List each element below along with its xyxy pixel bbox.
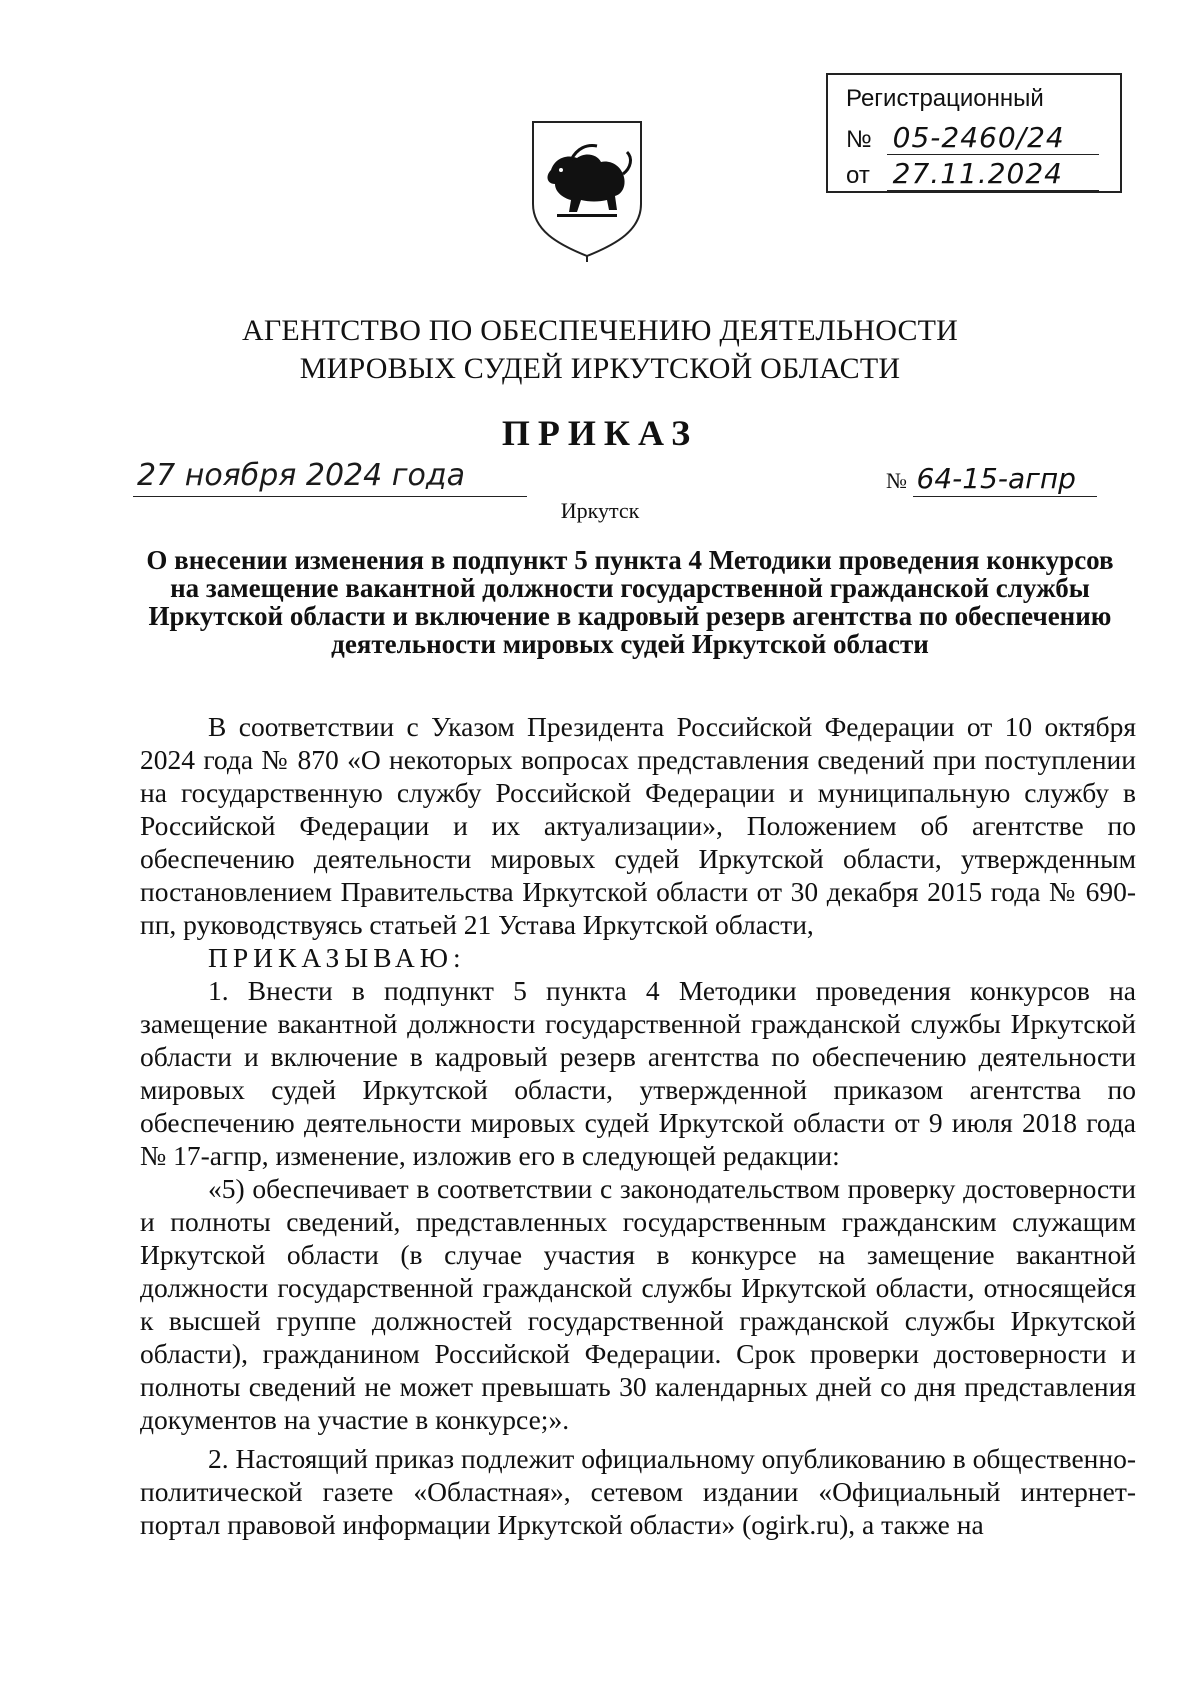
preamble-paragraph: В соответствии с Указом Президента Российской Федерации от 10 октября 2024 года № 870 «О некоторых вопросах представления сведений при поступлении на государственную службу Российской Федерации и муниципальную службу в Российской Федерации и их актуализации», Положением об агентстве по обеспечению деятельности мировых судей Иркутской области, утвержденным постановлением Правительства Иркутской области от 30 декабря 2015 года № 690-пп, руководствуясь статьей 21 Устава Иркутской области,: [140, 711, 1136, 940]
agency-name-line2: МИРОВЫХ СУДЕЙ ИРКУТСКОЙ ОБЛАСТИ: [299, 352, 901, 385]
stamp-date-row: [846, 157, 1110, 191]
order-word: ПРИКАЗЫВАЮ:: [208, 942, 466, 973]
registration-stamp: [826, 73, 1122, 193]
agency-name-line1: АГЕНТСТВО ПО ОБЕСПЕЧЕНИЮ ДЕЯТЕЛЬНОСТИ: [241, 314, 959, 347]
stamp-date-label: от: [846, 162, 870, 189]
city-name: Иркутск: [560, 498, 640, 523]
handwritten-date: 27 ноября 2024 года: [133, 456, 527, 497]
order-number-label: №: [886, 468, 907, 493]
item-1-paragraph: 1. Внести в подпункт 5 пункта 4 Методики проведения конкурсов на замещение вакантной должности государственной гражданской службы Иркутской области и включение в кадровый резерв агентства по обеспечению деятельности мировых судей Иркутской области, утвержденной приказом агентства по обеспечению деятельности мировых судей Иркутской области от 9 июля 2018 года № 17-агпр, изменение, изложив его в следующей редакции:: [140, 975, 1136, 1171]
stamp-date-value: 27.11.2024: [887, 157, 1099, 191]
quoted-subpoint-paragraph: «5) обеспечивает в соответствии с законодательством проверку достоверности и полноты сведений, представленных государственным гражданским служащим Иркутской области (в случае участия в конкурсе на замещение вакантной должности государственной гражданской службы Иркутской области, относящейся к высшей группе должностей государственной гражданской службы Иркутской области), гражданином Российской Федерации. Срок проверки достоверности и полноты сведений не может превышать 30 календарных дней со дня представления документов на участие в конкурсе;».: [140, 1173, 1136, 1435]
document-type-title: ПРИКАЗ: [501, 413, 699, 453]
stamp-number-value: 05-2460/24: [887, 121, 1099, 155]
order-body: [140, 710, 1136, 1541]
handwritten-order-number: 64-15-агпр: [913, 462, 1097, 497]
stamp-number-label: №: [846, 126, 872, 153]
stamp-number-row: [846, 121, 1110, 155]
item-2-paragraph: 2. Настоящий приказ подлежит официальному опубликованию в общественно-политической газете «Областная», сетевом издании «Официальный интернет-портал правовой информации Иркутской области» (ogirk.ru), а также на: [140, 1443, 1136, 1540]
order-number: [886, 462, 1097, 497]
coat-of-arms-icon: [527, 118, 647, 263]
order-subject-heading: О внесении изменения в подпункт 5 пункта 4 Методики проведения конкурсов на замещение вакантной должности государственной гражданской службы Иркутской области и включение в кадровый резерв агентства по обеспечению деятельности мировых судей Иркутской области: [146, 545, 1114, 659]
stamp-heading: Регистрационный: [846, 85, 1044, 112]
